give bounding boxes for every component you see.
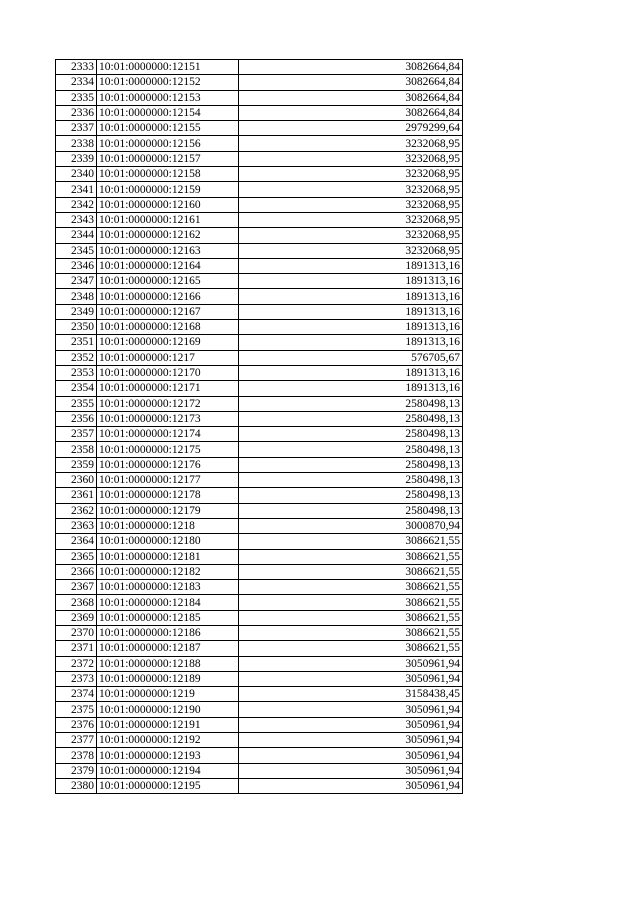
row-number-cell: 2350 [56, 320, 97, 335]
table-row [56, 381, 463, 396]
row-number-cell: 2359 [56, 457, 97, 472]
value-cell: 1891313,16 [239, 381, 463, 396]
cadastral-number-cell: 10:01:0000000:12172 [97, 396, 239, 411]
table-row [56, 717, 463, 732]
table-row [56, 671, 463, 686]
row-number-cell: 2349 [56, 304, 97, 319]
cadastral-number-cell: 10:01:0000000:12166 [97, 289, 239, 304]
table-row [56, 748, 463, 763]
row-number-cell: 2340 [56, 167, 97, 182]
table-row [56, 641, 463, 656]
row-number-cell: 2339 [56, 151, 97, 166]
cadastral-number-cell: 10:01:0000000:12182 [97, 564, 239, 579]
row-number-cell: 2379 [56, 763, 97, 778]
cadastral-number-cell: 10:01:0000000:12180 [97, 534, 239, 549]
row-number-cell: 2344 [56, 228, 97, 243]
value-cell: 3082664,84 [239, 75, 463, 90]
table-row [56, 534, 463, 549]
cadastral-number-cell: 10:01:0000000:12173 [97, 411, 239, 426]
row-number-cell: 2342 [56, 197, 97, 212]
row-number-cell: 2370 [56, 625, 97, 640]
row-number-cell: 2368 [56, 595, 97, 610]
table-row [56, 60, 463, 75]
value-cell: 1891313,16 [239, 258, 463, 273]
value-cell: 576705,67 [239, 350, 463, 365]
table-row [56, 121, 463, 136]
value-cell: 3050961,94 [239, 656, 463, 671]
row-number-cell: 2333 [56, 60, 97, 75]
cadastral-value-table [55, 59, 463, 794]
table-row [56, 350, 463, 365]
value-cell: 3050961,94 [239, 717, 463, 732]
row-number-cell: 2365 [56, 549, 97, 564]
table-row [56, 656, 463, 671]
row-number-cell: 2356 [56, 411, 97, 426]
row-number-cell: 2380 [56, 778, 97, 793]
value-cell: 3050961,94 [239, 778, 463, 793]
cadastral-number-cell: 10:01:0000000:12190 [97, 702, 239, 717]
cadastral-number-cell: 10:01:0000000:12193 [97, 748, 239, 763]
table-row [56, 473, 463, 488]
table-row [56, 625, 463, 640]
row-number-cell: 2341 [56, 182, 97, 197]
cadastral-number-cell: 10:01:0000000:12167 [97, 304, 239, 319]
cadastral-number-cell: 10:01:0000000:12156 [97, 136, 239, 151]
value-cell: 3050961,94 [239, 702, 463, 717]
cadastral-number-cell: 10:01:0000000:12195 [97, 778, 239, 793]
table-row [56, 258, 463, 273]
cadastral-number-cell: 10:01:0000000:1217 [97, 350, 239, 365]
value-cell: 3082664,84 [239, 105, 463, 120]
table-row [56, 411, 463, 426]
table-row [56, 733, 463, 748]
cadastral-number-cell: 10:01:0000000:12179 [97, 503, 239, 518]
row-number-cell: 2345 [56, 243, 97, 258]
table-row [56, 763, 463, 778]
cadastral-number-cell: 10:01:0000000:12151 [97, 60, 239, 75]
cadastral-number-cell: 10:01:0000000:12185 [97, 610, 239, 625]
cadastral-number-cell: 10:01:0000000:12189 [97, 671, 239, 686]
value-cell: 3050961,94 [239, 748, 463, 763]
value-cell: 3232068,95 [239, 182, 463, 197]
value-cell: 2580498,13 [239, 411, 463, 426]
value-cell: 1891313,16 [239, 335, 463, 350]
row-number-cell: 2371 [56, 641, 97, 656]
table-row [56, 320, 463, 335]
cadastral-number-cell: 10:01:0000000:12191 [97, 717, 239, 732]
row-number-cell: 2347 [56, 274, 97, 289]
row-number-cell: 2374 [56, 687, 97, 702]
value-cell: 1891313,16 [239, 365, 463, 380]
value-cell: 3082664,84 [239, 90, 463, 105]
cadastral-number-cell: 10:01:0000000:12155 [97, 121, 239, 136]
value-cell: 1891313,16 [239, 274, 463, 289]
value-cell: 1891313,16 [239, 320, 463, 335]
cadastral-number-cell: 10:01:0000000:12177 [97, 473, 239, 488]
cadastral-number-cell: 10:01:0000000:12168 [97, 320, 239, 335]
row-number-cell: 2360 [56, 473, 97, 488]
cadastral-number-cell: 10:01:0000000:12158 [97, 167, 239, 182]
cadastral-number-cell: 10:01:0000000:12160 [97, 197, 239, 212]
cadastral-number-cell: 10:01:0000000:1218 [97, 518, 239, 533]
table-row [56, 518, 463, 533]
table-row [56, 212, 463, 227]
value-cell: 3232068,95 [239, 151, 463, 166]
row-number-cell: 2372 [56, 656, 97, 671]
value-cell: 3086621,55 [239, 564, 463, 579]
row-number-cell: 2376 [56, 717, 97, 732]
value-cell: 3232068,95 [239, 136, 463, 151]
cadastral-number-cell: 10:01:0000000:12183 [97, 580, 239, 595]
value-cell: 3158438,45 [239, 687, 463, 702]
table-row [56, 228, 463, 243]
cadastral-number-cell: 10:01:0000000:12165 [97, 274, 239, 289]
value-cell: 3232068,95 [239, 243, 463, 258]
cadastral-number-cell: 10:01:0000000:12162 [97, 228, 239, 243]
value-cell: 3086621,55 [239, 549, 463, 564]
value-cell: 1891313,16 [239, 289, 463, 304]
row-number-cell: 2343 [56, 212, 97, 227]
row-number-cell: 2363 [56, 518, 97, 533]
table-row [56, 167, 463, 182]
cadastral-number-cell: 10:01:0000000:12171 [97, 381, 239, 396]
value-cell: 2979299,64 [239, 121, 463, 136]
value-cell: 3086621,55 [239, 580, 463, 595]
value-cell: 2580498,13 [239, 488, 463, 503]
table-row [56, 396, 463, 411]
table-row [56, 304, 463, 319]
table-row [56, 197, 463, 212]
value-cell: 3232068,95 [239, 212, 463, 227]
row-number-cell: 2362 [56, 503, 97, 518]
row-number-cell: 2373 [56, 671, 97, 686]
value-cell: 3086621,55 [239, 610, 463, 625]
table-row [56, 243, 463, 258]
row-number-cell: 2348 [56, 289, 97, 304]
table-row [56, 427, 463, 442]
cadastral-number-cell: 10:01:0000000:12181 [97, 549, 239, 564]
value-cell: 3086621,55 [239, 641, 463, 656]
row-number-cell: 2354 [56, 381, 97, 396]
value-cell: 3050961,94 [239, 733, 463, 748]
table-row [56, 442, 463, 457]
value-cell: 3086621,55 [239, 625, 463, 640]
row-number-cell: 2334 [56, 75, 97, 90]
table-row [56, 75, 463, 90]
value-cell: 3050961,94 [239, 671, 463, 686]
value-cell: 2580498,13 [239, 396, 463, 411]
cadastral-number-cell: 10:01:0000000:1219 [97, 687, 239, 702]
cadastral-number-cell: 10:01:0000000:12192 [97, 733, 239, 748]
row-number-cell: 2369 [56, 610, 97, 625]
row-number-cell: 2364 [56, 534, 97, 549]
table-row [56, 503, 463, 518]
value-cell: 3086621,55 [239, 534, 463, 549]
table-row [56, 90, 463, 105]
cadastral-number-cell: 10:01:0000000:12178 [97, 488, 239, 503]
table-row [56, 549, 463, 564]
table-row [56, 595, 463, 610]
row-number-cell: 2337 [56, 121, 97, 136]
cadastral-number-cell: 10:01:0000000:12169 [97, 335, 239, 350]
table-row [56, 105, 463, 120]
table-body [56, 60, 463, 794]
table-row [56, 335, 463, 350]
table-row [56, 564, 463, 579]
cadastral-number-cell: 10:01:0000000:12153 [97, 90, 239, 105]
table-row [56, 778, 463, 793]
value-cell: 3232068,95 [239, 167, 463, 182]
value-cell: 3232068,95 [239, 228, 463, 243]
table-row [56, 151, 463, 166]
row-number-cell: 2367 [56, 580, 97, 595]
row-number-cell: 2352 [56, 350, 97, 365]
table-row [56, 687, 463, 702]
table-row [56, 182, 463, 197]
value-cell: 3086621,55 [239, 595, 463, 610]
cadastral-number-cell: 10:01:0000000:12170 [97, 365, 239, 380]
row-number-cell: 2375 [56, 702, 97, 717]
cadastral-number-cell: 10:01:0000000:12175 [97, 442, 239, 457]
value-cell: 2580498,13 [239, 442, 463, 457]
cadastral-number-cell: 10:01:0000000:12157 [97, 151, 239, 166]
value-cell: 3050961,94 [239, 763, 463, 778]
cadastral-number-cell: 10:01:0000000:12161 [97, 212, 239, 227]
value-cell: 3232068,95 [239, 197, 463, 212]
value-cell: 2580498,13 [239, 457, 463, 472]
row-number-cell: 2357 [56, 427, 97, 442]
row-number-cell: 2361 [56, 488, 97, 503]
value-cell: 2580498,13 [239, 503, 463, 518]
table-row [56, 457, 463, 472]
table-row [56, 580, 463, 595]
row-number-cell: 2346 [56, 258, 97, 273]
row-number-cell: 2351 [56, 335, 97, 350]
cadastral-number-cell: 10:01:0000000:12152 [97, 75, 239, 90]
value-cell: 2580498,13 [239, 427, 463, 442]
table-row [56, 610, 463, 625]
row-number-cell: 2335 [56, 90, 97, 105]
table-row [56, 136, 463, 151]
value-cell: 1891313,16 [239, 304, 463, 319]
table-row [56, 702, 463, 717]
cadastral-number-cell: 10:01:0000000:12194 [97, 763, 239, 778]
table-row [56, 365, 463, 380]
row-number-cell: 2338 [56, 136, 97, 151]
value-cell: 2580498,13 [239, 473, 463, 488]
row-number-cell: 2336 [56, 105, 97, 120]
cadastral-number-cell: 10:01:0000000:12159 [97, 182, 239, 197]
cadastral-number-cell: 10:01:0000000:12188 [97, 656, 239, 671]
row-number-cell: 2366 [56, 564, 97, 579]
table-row [56, 488, 463, 503]
cadastral-number-cell: 10:01:0000000:12176 [97, 457, 239, 472]
row-number-cell: 2358 [56, 442, 97, 457]
row-number-cell: 2355 [56, 396, 97, 411]
value-cell: 3000870,94 [239, 518, 463, 533]
cadastral-number-cell: 10:01:0000000:12164 [97, 258, 239, 273]
cadastral-number-cell: 10:01:0000000:12186 [97, 625, 239, 640]
row-number-cell: 2353 [56, 365, 97, 380]
table-row [56, 289, 463, 304]
cadastral-number-cell: 10:01:0000000:12154 [97, 105, 239, 120]
cadastral-number-cell: 10:01:0000000:12163 [97, 243, 239, 258]
value-cell: 3082664,84 [239, 60, 463, 75]
table-row [56, 274, 463, 289]
cadastral-number-cell: 10:01:0000000:12187 [97, 641, 239, 656]
cadastral-number-cell: 10:01:0000000:12184 [97, 595, 239, 610]
row-number-cell: 2377 [56, 733, 97, 748]
row-number-cell: 2378 [56, 748, 97, 763]
cadastral-number-cell: 10:01:0000000:12174 [97, 427, 239, 442]
